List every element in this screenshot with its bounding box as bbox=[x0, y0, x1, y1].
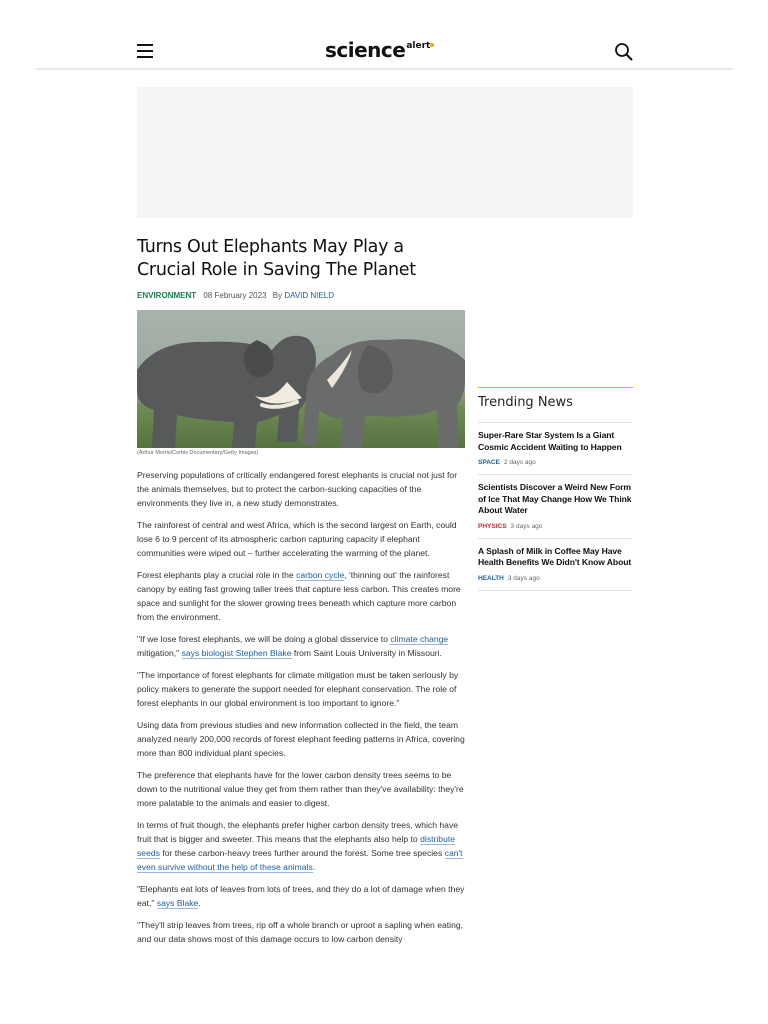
text-span: . bbox=[312, 862, 316, 872]
image-caption: (Arthur Morris/Corbis Documentary/Getty Images) bbox=[137, 450, 259, 456]
logo-dot bbox=[430, 43, 434, 47]
paragraph: "The importance of forest elephants for climate mitigation must be taken seriously by policy makers to generate the support needed for elephant conservation. The role of forest elephants in our global environment is too important to ignore." bbox=[137, 670, 459, 708]
paragraph bbox=[137, 882, 465, 910]
trending-item-title[interactable]: Super-Rare Star System Is a Giant Cosmic Accident Waiting to Happen bbox=[478, 430, 622, 452]
logo-text: science bbox=[325, 38, 406, 62]
trending-news-panel bbox=[478, 387, 633, 591]
text-span: for these carbon-heavy trees further around the forest. Some tree species bbox=[159, 848, 445, 858]
paragraph: "They'll strip leaves from trees, rip off a whole branch or uproot a sapling when eating, and our data shows most of this damage occurs to low carbon density bbox=[137, 920, 464, 944]
trending-item-category[interactable]: PHYSICS bbox=[478, 522, 507, 530]
paragraph bbox=[137, 568, 465, 624]
text-span: from Saint Louis University in Missouri. bbox=[291, 648, 442, 658]
trending-item-meta bbox=[478, 523, 633, 530]
hamburger-menu-icon[interactable] bbox=[137, 44, 153, 58]
category-link[interactable]: ENVIRONMENT bbox=[137, 291, 197, 300]
distribute-seeds-link[interactable]: distribute seeds bbox=[137, 834, 456, 858]
carbon-cycle-link[interactable]: carbon cycle bbox=[296, 570, 345, 580]
article-title: Turns Out Elephants May Play a Crucial Role in Saving The Planet bbox=[137, 237, 416, 280]
trending-item[interactable] bbox=[478, 423, 633, 475]
trending-item[interactable] bbox=[478, 475, 633, 539]
paragraph: Using data from previous studies and new information collected in the field, the team analyzed nearly 200,000 records of forest elephant feeding patterns in Africa, covering more than 800 individual plant species. bbox=[137, 720, 465, 758]
trending-item-title[interactable]: Scientists Discover a Weird New Form of Ice That May Change How We Think About Water bbox=[478, 482, 632, 515]
trending-item-meta bbox=[478, 459, 633, 466]
trending-item-title[interactable]: A Splash of Milk in Coffee May Have Health Benefits We Didn't Know About bbox=[478, 545, 632, 567]
trending-item[interactable] bbox=[478, 539, 633, 591]
trending-item-category[interactable]: SPACE bbox=[478, 459, 500, 466]
trending-item-meta bbox=[478, 575, 633, 582]
ad-placeholder bbox=[137, 87, 633, 218]
trending-item-time: 3 days ago bbox=[510, 522, 543, 530]
byline-prefix: By bbox=[272, 291, 283, 300]
trending-item-time: 3 days ago bbox=[507, 574, 540, 582]
paragraph: Preserving populations of critically endangered forest elephants is crucial not just for the animals themselves, but to protect the carbon-sucking capacities of the environments they live in, a new study demonstrates. bbox=[137, 470, 458, 508]
text-span: In terms of fruit though, the elephants prefer higher carbon density trees, which have fruit that is bigger and sweeter. This means that the elephants also help to bbox=[137, 820, 459, 844]
text-span: mitigation," bbox=[137, 648, 182, 658]
paragraph bbox=[137, 818, 465, 874]
text-span: "Elephants eat lots of leaves from lots of trees, and they do a lot of damage when they eat," bbox=[137, 884, 465, 908]
article-meta bbox=[137, 291, 334, 300]
trending-heading: Trending News bbox=[478, 388, 633, 423]
author-link[interactable]: DAVID NIELD bbox=[284, 291, 334, 300]
text-span: Forest elephants play a crucial role in the bbox=[137, 570, 297, 580]
trending-item-category[interactable]: HEALTH bbox=[478, 574, 504, 582]
site-logo[interactable] bbox=[325, 38, 434, 66]
says-blake-link[interactable]: says Blake bbox=[156, 898, 199, 908]
paragraph: The rainforest of central and west Africa, which is the second largest on Earth, could lose 6 to 9 percent of its atmospheric carbon capturing capacity if elephant communities were wiped out – further accelerating the warming of the planet. bbox=[137, 520, 457, 558]
stephen-blake-link[interactable]: says biologist Stephen Blake bbox=[181, 648, 292, 658]
survive-help-link[interactable]: can't even survive without the help of these animals bbox=[137, 848, 463, 872]
trending-item-time: 2 days ago bbox=[503, 459, 536, 466]
text-span: "If we lose forest elephants, we will be doing a global disservice to bbox=[137, 634, 391, 644]
text-span: , 'thinning out' the rainforest canopy by eating fast growing taller trees that capture less carbon. This creates more space and sunlight for the slower growing trees beneath which capture more carbon from the environment. bbox=[137, 570, 461, 622]
hero-image-elephants bbox=[137, 310, 465, 448]
paragraph bbox=[137, 632, 465, 660]
text-span: . bbox=[198, 898, 201, 908]
article-body bbox=[137, 468, 465, 954]
publish-date: 08 February 2023 bbox=[203, 291, 267, 300]
search-icon[interactable] bbox=[614, 42, 634, 62]
climate-change-link[interactable]: climate change bbox=[390, 634, 449, 644]
logo-superscript: alert bbox=[406, 41, 431, 51]
paragraph: The preference that elephants have for the lower carbon density trees seems to be down to the nutritional value they get from them rather than they've availability: they're more palatable to the animals and easier to digest. bbox=[137, 770, 464, 808]
site-header bbox=[36, 30, 733, 70]
